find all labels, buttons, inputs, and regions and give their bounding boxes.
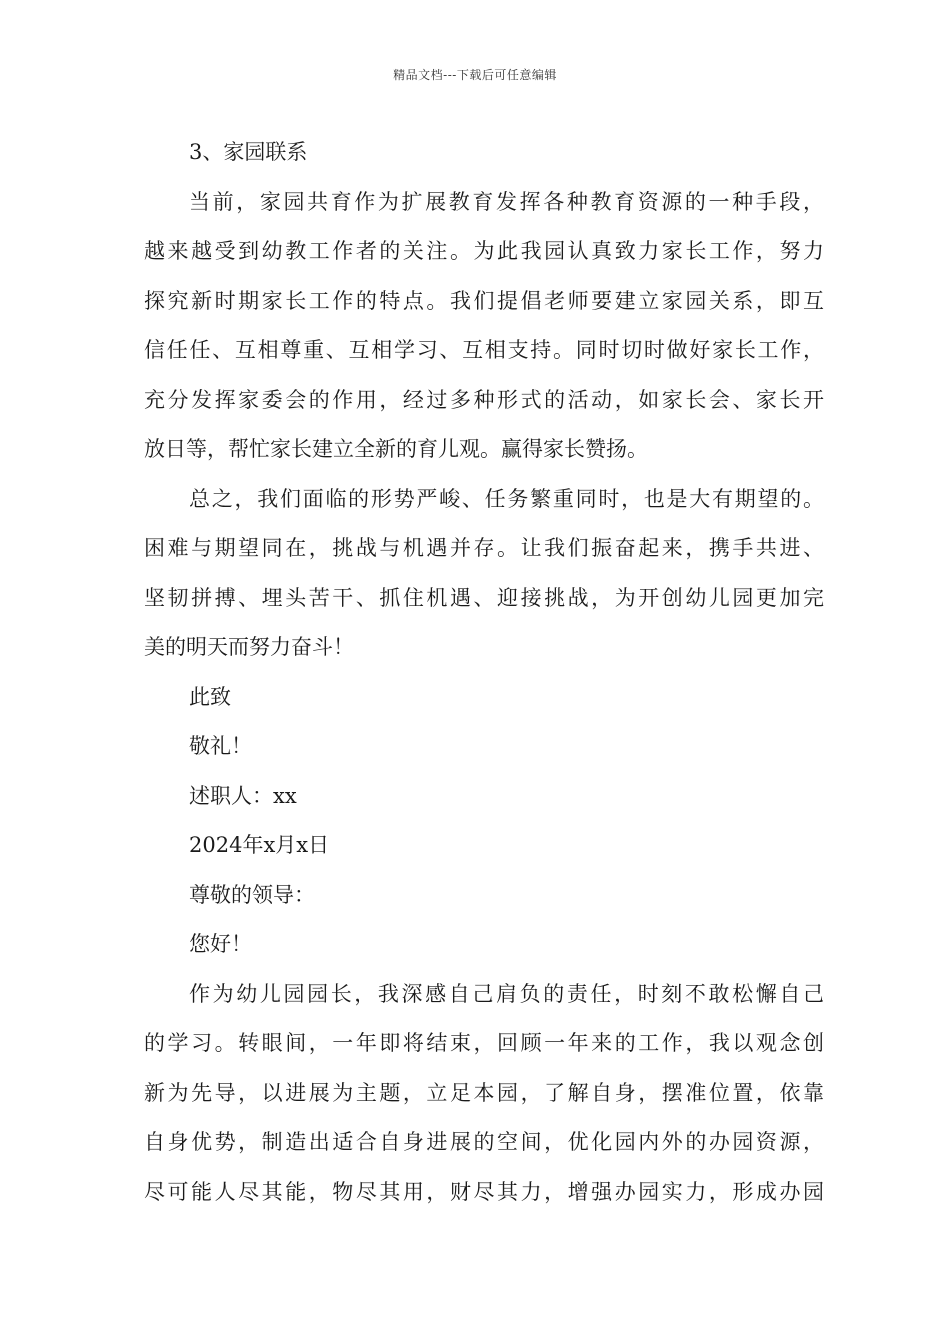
text-line: 自身优势，制造出适合自身进展的空间，优化园内外的办园资源， <box>144 1130 824 1154</box>
text-line: 总之，我们面临的形势严峻、任务繁重同时，也是大有期望的。 <box>189 486 824 511</box>
text-line: 您好！ <box>189 932 252 956</box>
text-line: 越来越受到幼教工作者的关注。为此我园认真致力家长工作，努力 <box>144 239 824 263</box>
text-line: 美的明天而努力奋斗！ <box>144 635 354 659</box>
text-line: 2024年x月x日 <box>189 833 330 857</box>
document-body <box>144 128 824 1217</box>
text-line: 3、家园联系 <box>189 140 308 164</box>
text-line: 信任任、互相尊重、互相学习、互相支持。同时切时做好家长工作， <box>144 338 824 362</box>
text-line: 作为幼儿园园长，我深感自己肩负的责任，时刻不敢松懈自己 <box>189 981 824 1006</box>
text-line: 充分发挥家委会的作用，经过多种形式的活动，如家长会、家长开 <box>144 387 824 412</box>
text-line: 述职人：xx <box>189 783 297 808</box>
text-line: 当前，家园共育作为扩展教育发挥各种教育资源的一种手段， <box>189 189 824 214</box>
text-line: 坚韧拼搏、埋头苦干、抓住机遇、迎接挑战，为开创幼儿园更加完 <box>144 585 824 610</box>
text-line: 敬礼！ <box>189 734 252 758</box>
text-line: 新为先导，以进展为主题，立足本园，了解自身，摆准位置，依靠 <box>144 1080 824 1105</box>
text-line: 此致 <box>189 684 231 709</box>
text-line: 放日等，帮忙家长建立全新的育儿观。赢得家长赞扬。 <box>144 437 648 461</box>
text-line: 的学习。转眼间，一年即将结束，回顾一年来的工作，我以观念创 <box>144 1031 824 1055</box>
page-header: 精品文档---下载后可任意编辑 <box>393 68 557 82</box>
text-line: 尽可能人尽其能，物尽其用，财尽其力，增强办园实力，形成办园 <box>144 1179 824 1204</box>
text-line: 探究新时期家长工作的特点。我们提倡老师要建立家园关系，即互 <box>144 288 824 313</box>
text-line: 困难与期望同在，挑战与机遇并存。让我们振奋起来，携手共进、 <box>144 536 824 560</box>
text-line: 尊敬的领导： <box>189 882 315 907</box>
